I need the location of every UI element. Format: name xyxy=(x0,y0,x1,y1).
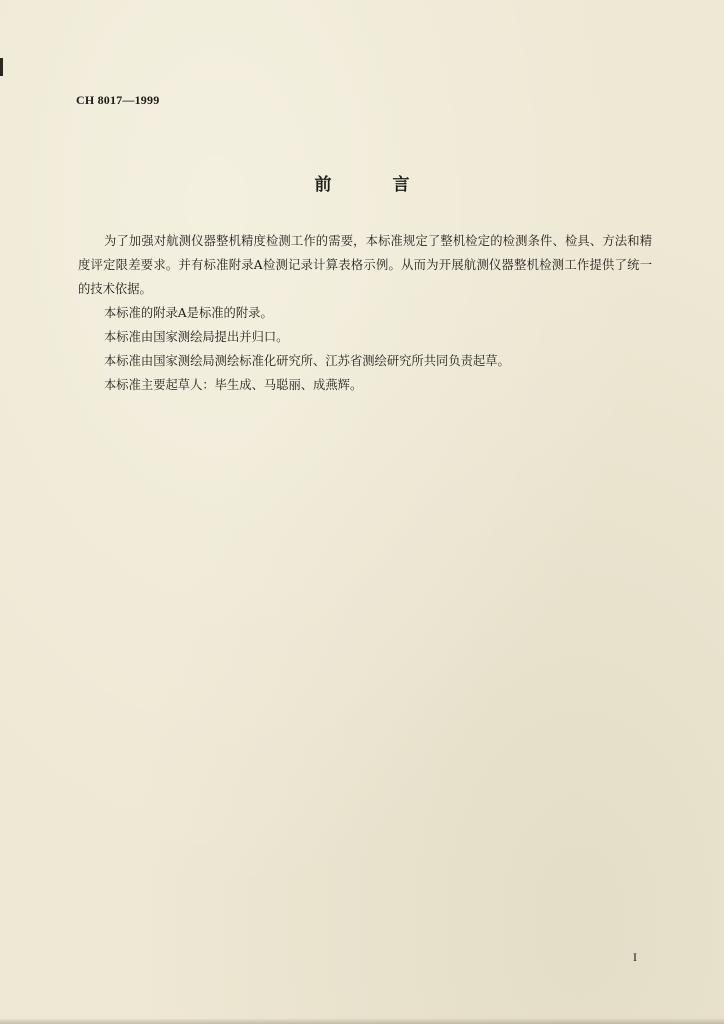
foreword-title: 前 言 xyxy=(314,175,432,195)
foreword-paragraph-proposer: 本标准由国家测绘局提出并归口。 xyxy=(104,330,289,344)
foreword-paragraph-appendix: 本标准的附录A是标准的附录。 xyxy=(104,306,273,320)
page-bottom-edge xyxy=(0,1018,724,1024)
foreword-paragraph-drafters: 本标准主要起草人：毕生成、马聪丽、成燕辉。 xyxy=(104,378,363,392)
foreword-body xyxy=(78,229,652,397)
standard-code: CH 8017—1999 xyxy=(76,93,160,107)
binding-edge-mark xyxy=(0,58,3,76)
foreword-paragraph-purpose: 为了加强对航测仪器整机精度检测工作的需要，本标准规定了整机检定的检测条件、检具、方法和精度评定限差要求。并有标准附录A检测记录计算表格示例。从而为开展航测仪器整机检测工作提供了统一的技术依据。 xyxy=(78,234,652,296)
foreword-paragraph-drafting-units: 本标准由国家测绘局测绘标准化研究所、江苏省测绘研究所共同负责起草。 xyxy=(104,354,510,368)
page-number: I xyxy=(633,950,637,964)
